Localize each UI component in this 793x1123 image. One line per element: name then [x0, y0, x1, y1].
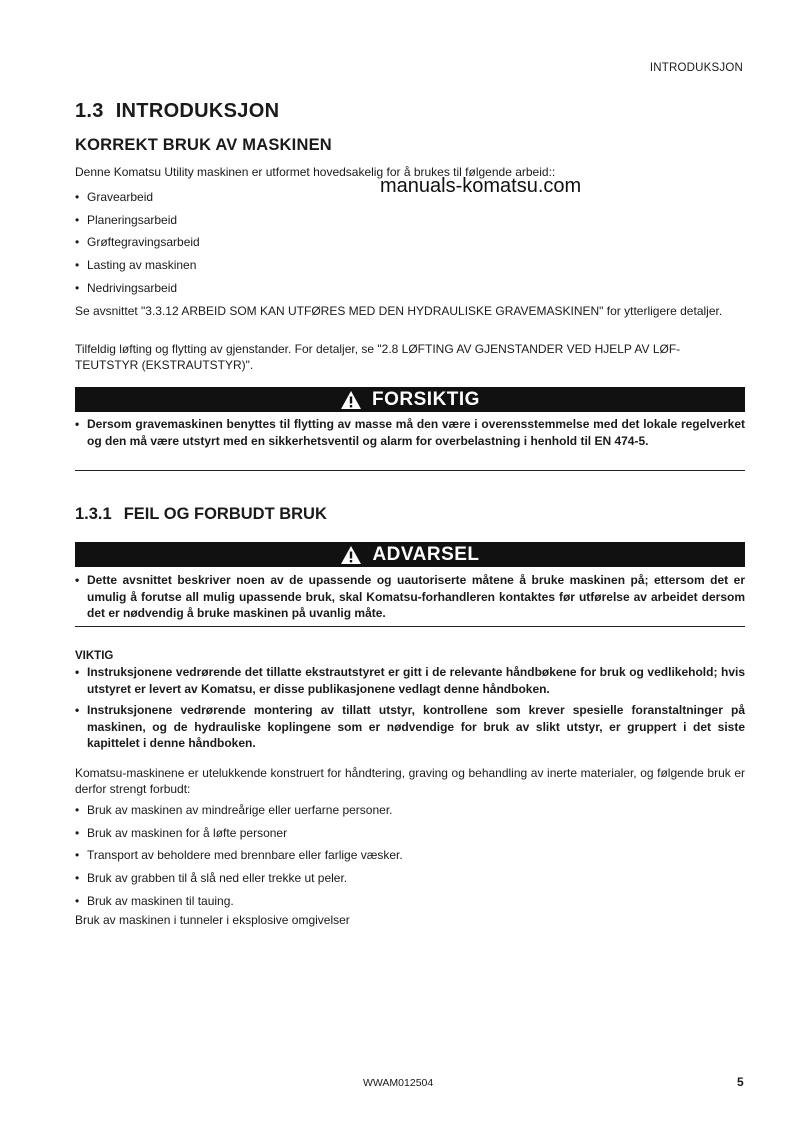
document-code: WWAM012504	[363, 1077, 434, 1089]
caution-banner	[75, 387, 745, 412]
list-item: • Dette avsnittet beskriver noen av de upassende og uautoriserte måtene å bruke maskinen på; ettersom det er umulig å forutse all mulig upassende bruk, skal Komatsu-forhandleren kontaktes før utførelse av arbeidet dersom det er nødvendig å bruke maskinen på uvanlig måte.	[75, 573, 745, 620]
divider	[75, 470, 745, 471]
section-title	[75, 100, 279, 123]
subsection-heading-correct-use: KORREKT BRUK AV MASKINEN	[75, 136, 332, 154]
important-label: VIKTIG	[75, 650, 114, 662]
caution-list	[75, 416, 745, 449]
list-item: • Transport av beholdere med brennbare eller farlige væsker.	[75, 848, 403, 863]
list-item: • Bruk av grabben til å slå ned eller trekke ut peler.	[75, 871, 348, 886]
see-section-paragraph: Se avsnittet "3.3.12 ARBEID SOM KAN UTFØRES MED DEN HYDRAULISKE GRAVEMASKINEN" for ytterligere detaljer.	[75, 304, 723, 318]
list-item: • Instruksjonene vedrørende montering av tillatt utstyr, kontrollene som krever spesielle foranstaltninger på maskinen, og de hydrauliske koplingene som er nødvendige for bruk av slikt utstyr, er gruppert i det siste kapittelet i denne håndboken.	[75, 703, 745, 750]
warning-list	[75, 572, 745, 622]
subsection-heading-misuse	[75, 505, 327, 524]
list-item: • Instruksjonene vedrørende det tillatte ekstrautstyret er gitt i de relevante håndbøkene for bruk og vedlikehold; hvis utstyret er levert av Komatsu, er disse publikasjonene vedlagt denne håndboken.	[75, 665, 745, 696]
list-item: • Nedrivingsarbeid	[75, 280, 178, 295]
warning-label: ADVARSEL	[372, 543, 480, 565]
prohibited-intro: Komatsu-maskinene er utelukkende konstruert for håndtering, graving og behandling av inerte materialer, og følgende bruk er derfor strengt forbudt:	[75, 766, 745, 796]
divider	[75, 626, 745, 627]
subsection-number: 1.3.1	[75, 505, 112, 523]
correct-use-intro: Denne Komatsu Utility maskinen er utformet hovedsakelig for å brukes til følgende arbeid::	[75, 165, 556, 179]
warning-triangle-icon	[340, 390, 362, 410]
lifting-line: Tilfeldig løfting og flytting av gjenstander. For detaljer, se "2.8 LØFTING AV GJENSTANDER VED HJELP AV LØF-	[75, 342, 681, 356]
important-list	[75, 664, 745, 752]
caution-label: FORSIKTIG	[372, 388, 480, 410]
prohibited-last-line: Bruk av maskinen i tunneler i eksplosive omgivelser	[75, 913, 350, 927]
list-item: • Planeringsarbeid	[75, 212, 178, 227]
allowed-work-list	[75, 189, 745, 302]
prohibited-list	[75, 802, 745, 915]
warning-banner	[75, 542, 745, 567]
running-header: INTRODUKSJON	[649, 62, 743, 74]
lifting-line: TEUTSTYR (EKSTRAUTSTYR)".	[75, 358, 254, 372]
list-item: • Bruk av maskinen til tauing.	[75, 893, 234, 908]
list-item: • Bruk av maskinen av mindreårige eller uerfarne personer.	[75, 803, 393, 817]
warning-triangle-icon	[340, 545, 362, 565]
list-item: • Grøftegravingsarbeid	[75, 235, 200, 250]
list-item: • Gravearbeid	[75, 190, 154, 204]
list-item: • Bruk av maskinen for å løfte personer	[75, 825, 288, 840]
section-number: 1.3	[75, 100, 104, 122]
list-item: • Dersom gravemaskinen benyttes til flytting av masse må den være i overensstemmelse med det lokale regelverket og den må være utstyrt med en sikkerhetsventil og alarm for overbelastning i henhold til EN 474-5.	[75, 417, 745, 448]
subsection-heading-text: FEIL OG FORBUDT BRUK	[123, 505, 327, 523]
section-title-text: INTRODUKSJON	[115, 100, 280, 122]
list-item: • Lasting av maskinen	[75, 258, 197, 273]
lifting-paragraph	[75, 341, 745, 373]
page-number: 5	[737, 1075, 744, 1089]
watermark-text: manuals-komatsu.com	[380, 175, 582, 197]
